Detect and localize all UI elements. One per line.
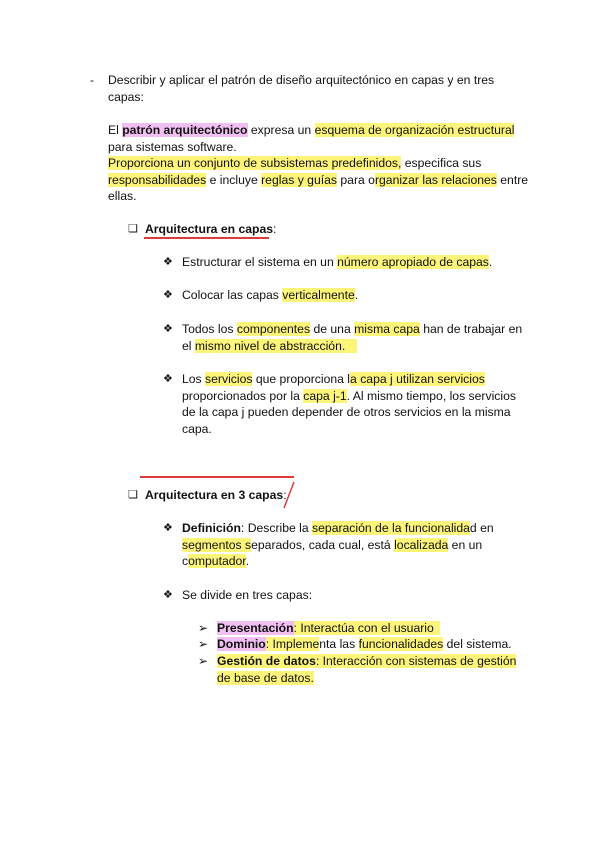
layer-item-4-line-1: Los servicios que proporciona la capa j utilizan servicios xyxy=(182,372,485,386)
paragraph-provides-line-1: Proporciona un conjunto de subsistemas predefinidos, especifica sus xyxy=(108,156,482,170)
diamond-bullet-icon: ❖ xyxy=(163,289,173,301)
definition-line-3: computador. xyxy=(182,554,250,568)
layer-item-1: Estructurar el sistema en un número apropiado de capas. xyxy=(182,255,493,269)
paragraph-provides-line-3: ellas. xyxy=(108,189,137,203)
paragraph-pattern-line-1: El patrón arquitectónico expresa un esquema de organización estructural xyxy=(108,123,515,137)
sublayer-data-management-line-2: de base de datos. xyxy=(217,671,314,685)
arrow-bullet-icon: ➢ xyxy=(198,637,209,651)
divides-into-three: Se divide en tres capas: xyxy=(182,588,313,602)
diamond-bullet-icon: ❖ xyxy=(163,256,173,268)
paragraph-provides-line-2: responsabilidades e incluye reglas y guías para organizar las relaciones entre xyxy=(108,173,529,187)
sublayer-domain: Dominio: Implementa las funcionalidades del sistema. xyxy=(217,637,512,651)
paragraph-pattern-line-2: para sistemas software. xyxy=(108,140,237,154)
arrow-bullet-icon: ➢ xyxy=(198,654,209,668)
red-overline-annotation xyxy=(140,476,294,478)
definition-line-1: Definición: Describe la separación de la funcionalidad en xyxy=(182,521,494,535)
checkbox-bullet-icon: ❏ xyxy=(128,223,138,235)
arrow-bullet-icon: ➢ xyxy=(198,621,209,635)
diamond-bullet-icon: ❖ xyxy=(163,323,173,335)
layer-item-4-line-4: capa. xyxy=(182,422,212,436)
intro-dash: - xyxy=(90,73,95,87)
definition-line-2: segmentos separados, cada cual, está localizada en un xyxy=(182,538,483,552)
layer-item-4-line-2: proporcionados por la capa j-1. Al mismo tiempo, los servicios xyxy=(182,389,516,403)
layer-item-2: Colocar las capas verticalmente. xyxy=(182,288,359,302)
layer-item-3-line-1: Todos los componentes de una misma capa han de trabajar en xyxy=(182,322,523,336)
sublayer-data-management-line-1: Gestión de datos: Interacción con sistemas de gestión xyxy=(217,654,517,668)
heading-three-tier-architecture: Arquitectura en 3 capas: xyxy=(145,488,287,502)
checkbox-bullet-icon: ❏ xyxy=(128,489,138,501)
red-underline-annotation xyxy=(144,237,269,239)
diamond-bullet-icon: ❖ xyxy=(163,589,173,601)
intro-line-2: capas: xyxy=(108,90,144,104)
layer-item-4-line-3: de la capa j pueden depender de otros servicios en la misma xyxy=(182,405,511,419)
heading-layered-architecture: Arquitectura en capas: xyxy=(145,222,277,236)
diamond-bullet-icon: ❖ xyxy=(163,522,173,534)
intro-line-1: Describir y aplicar el patrón de diseño arquitectónico en capas y en tres xyxy=(108,73,495,87)
layer-item-3-line-2: el mismo nivel de abstracción. xyxy=(182,338,357,354)
term-architectural-pattern: patrón arquitectónico xyxy=(122,123,248,137)
sublayer-presentation: Presentación: Interactúa con el usuario xyxy=(217,620,440,636)
diamond-bullet-icon: ❖ xyxy=(163,373,173,385)
